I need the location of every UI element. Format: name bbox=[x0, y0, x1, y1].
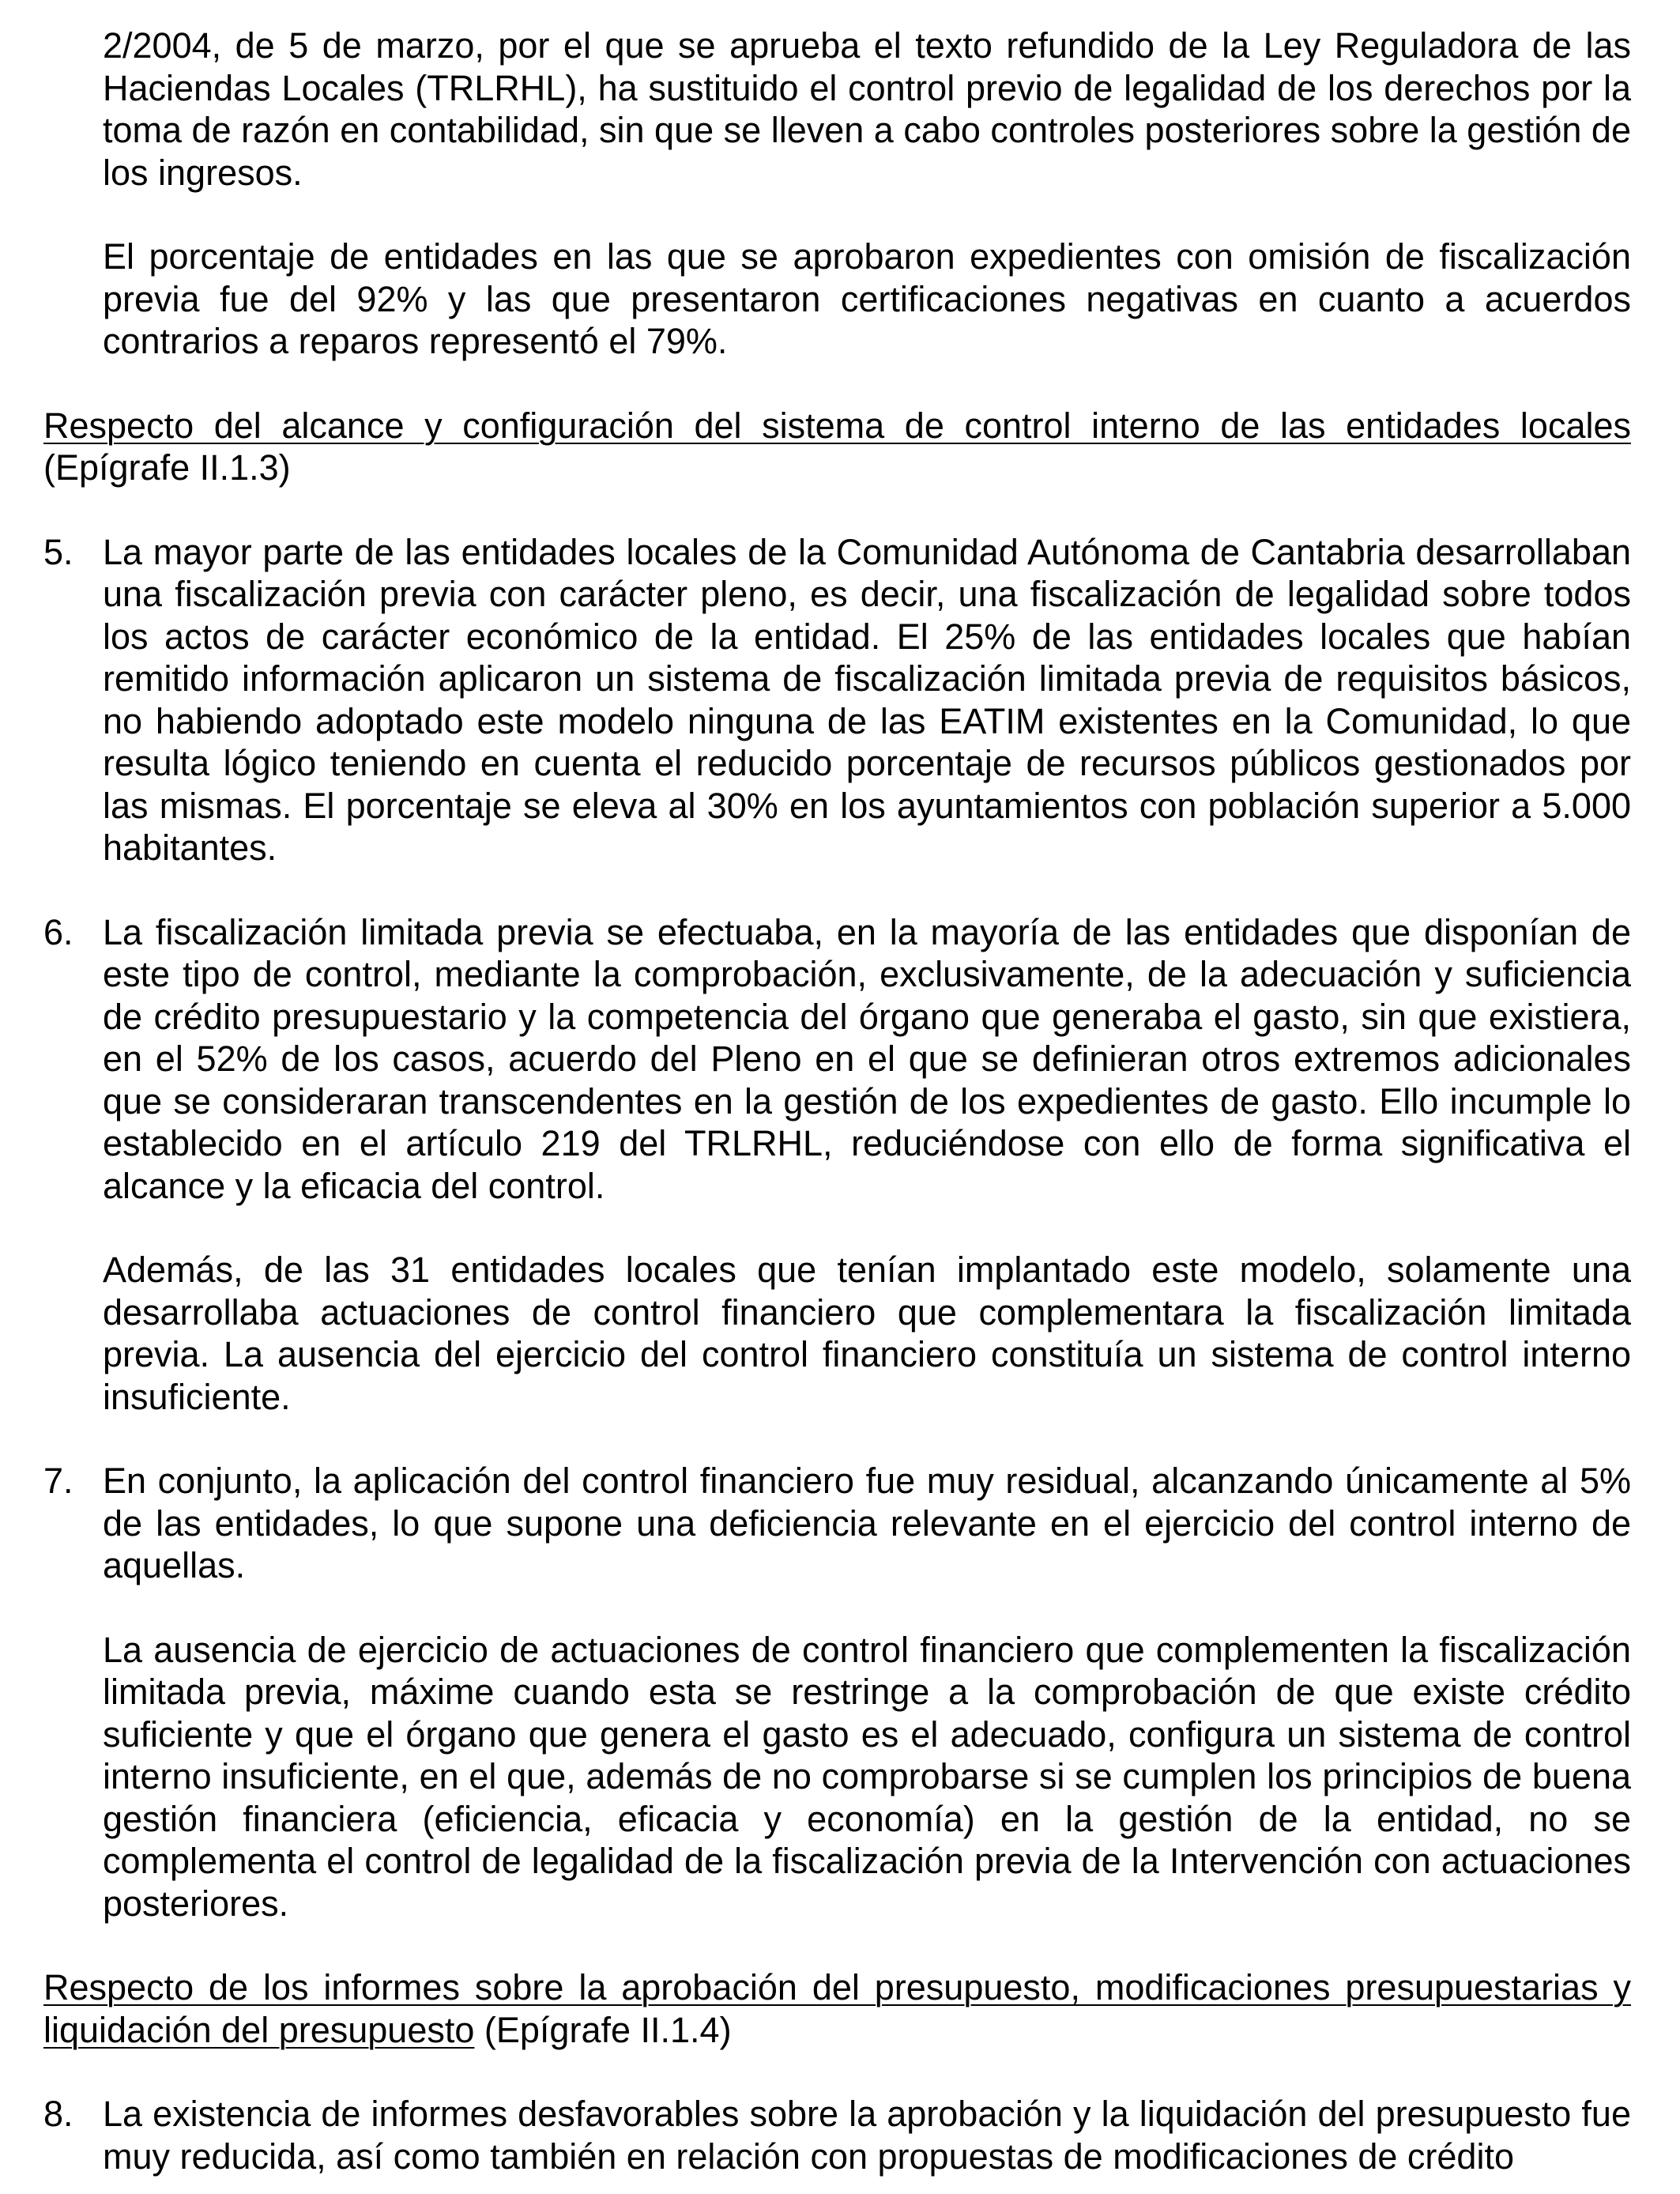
section-heading-ref: (Epígrafe II.1.4) bbox=[484, 2009, 732, 2050]
section-heading-text: Respecto de los informes sobre la aprobación del presupuesto, modificaciones presupuestarias y liquidación del presupuesto bbox=[43, 1967, 1631, 2050]
list-item-number: 6. bbox=[43, 911, 73, 952]
section-heading-informes-presupuesto bbox=[43, 1966, 1631, 2051]
list-item-text: La mayor parte de las entidades locales de la Comunidad Autónoma de Cantabria desarrollaban una fiscalización previa con carácter pleno, es decir, una fiscalización de legalidad sobre todos los actos de carácter económico de la entidad. El 25% de las entidades locales que habían remitido información aplicaron un sistema de fiscalización limitada previa de requisitos básicos, no habiendo adoptado este modelo ninguna de las EATIM existentes en la Comunidad, lo que resulta lógico teniendo en cuenta el reducido porcentaje de recursos públicos gestionados por las mismas. El porcentaje se eleva al 30% en los ayuntamientos con población superior a 5.000 habitantes. bbox=[103, 531, 1631, 868]
list-item-continuation: La ausencia de ejercicio de actuaciones de control financiero que complementen la fiscalización limitada previa, máxime cuando esta se restringe a la comprobación de que existe crédito suficiente y que el órgano que genera el gasto es el adecuado, configura un sistema de control interno insuficiente, en el que, además de no comprobarse si se cumplen los principios de buena gestión financiera (eficiencia, eficacia y economía) en la gestión de la entidad, no se complementa el control de legalidad de la fiscalización previa de la Intervención con actuaciones posteriores. bbox=[103, 1629, 1631, 1924]
section-heading-ref: (Epígrafe II.1.3) bbox=[43, 447, 291, 488]
list-item-continuation: Además, de las 31 entidades locales que tenían implantado este modelo, solamente una desarrollaba actuaciones de control financiero que complementara la fiscalización limitada previa. La ausencia del ejercicio del control financiero constituía un sistema de control interno insuficiente. bbox=[103, 1250, 1631, 1417]
list-item-number: 7. bbox=[43, 1461, 73, 1501]
list-item-number: 5. bbox=[43, 531, 73, 572]
section-heading-text: Respecto del alcance y configuración del sistema de control interno de las entidades locales bbox=[43, 405, 1631, 446]
list-item-text: La fiscalización limitada previa se efectuaba, en la mayoría de las entidades que disponían de este tipo de control, mediante la comprobación, exclusivamente, de la adecuación y suficiencia de crédito presupuestario y la competencia del órgano que generaba el gasto, sin que existiera, en el 52% de los casos, acuerdo del Pleno en el que se definieran otros extremos adicionales que se consideraran transcendentes en la gestión de los expedientes de gasto. Ello incumple lo establecido en el artículo 219 del TRLRHL, reduciéndose con ello de forma significativa el alcance y la eficacia del control. bbox=[103, 911, 1631, 1206]
list-item-6 bbox=[43, 911, 1631, 1419]
section-heading-control-interno bbox=[43, 405, 1631, 489]
list-item-7 bbox=[43, 1460, 1631, 1924]
intro-paragraph-2: El porcentaje de entidades en las que se aprobaron expedientes con omisión de fiscalización previa fue del 92% y las que presentaron certificaciones negativas en cuanto a acuerdos contrarios a reparos representó el 79%. bbox=[103, 236, 1631, 361]
list-item-5 bbox=[43, 531, 1631, 869]
intro-paragraph-1: 2/2004, de 5 de marzo, por el que se aprueba el texto refundido de la Ley Reguladora de las Haciendas Locales (TRLRHL), ha sustituido el control previo de legalidad de los derechos por la toma de razón en contabilidad, sin que se lleven a cabo controles posteriores sobre la gestión de los ingresos. bbox=[103, 25, 1631, 193]
list-item-number: 8. bbox=[43, 2094, 73, 2134]
list-item-text: La existencia de informes desfavorables sobre la aprobación y la liquidación del presupuesto fue muy reducida, así como también en relación con propuestas de modificaciones de crédito bbox=[103, 2094, 1631, 2177]
list-item-text: En conjunto, la aplicación del control financiero fue muy residual, alcanzando únicamente al 5% de las entidades, lo que supone una deficiencia relevante en el ejercicio del control interno de aquellas. bbox=[103, 1461, 1631, 1585]
list-item-8 bbox=[43, 2093, 1631, 2177]
document-page bbox=[43, 25, 1631, 2177]
